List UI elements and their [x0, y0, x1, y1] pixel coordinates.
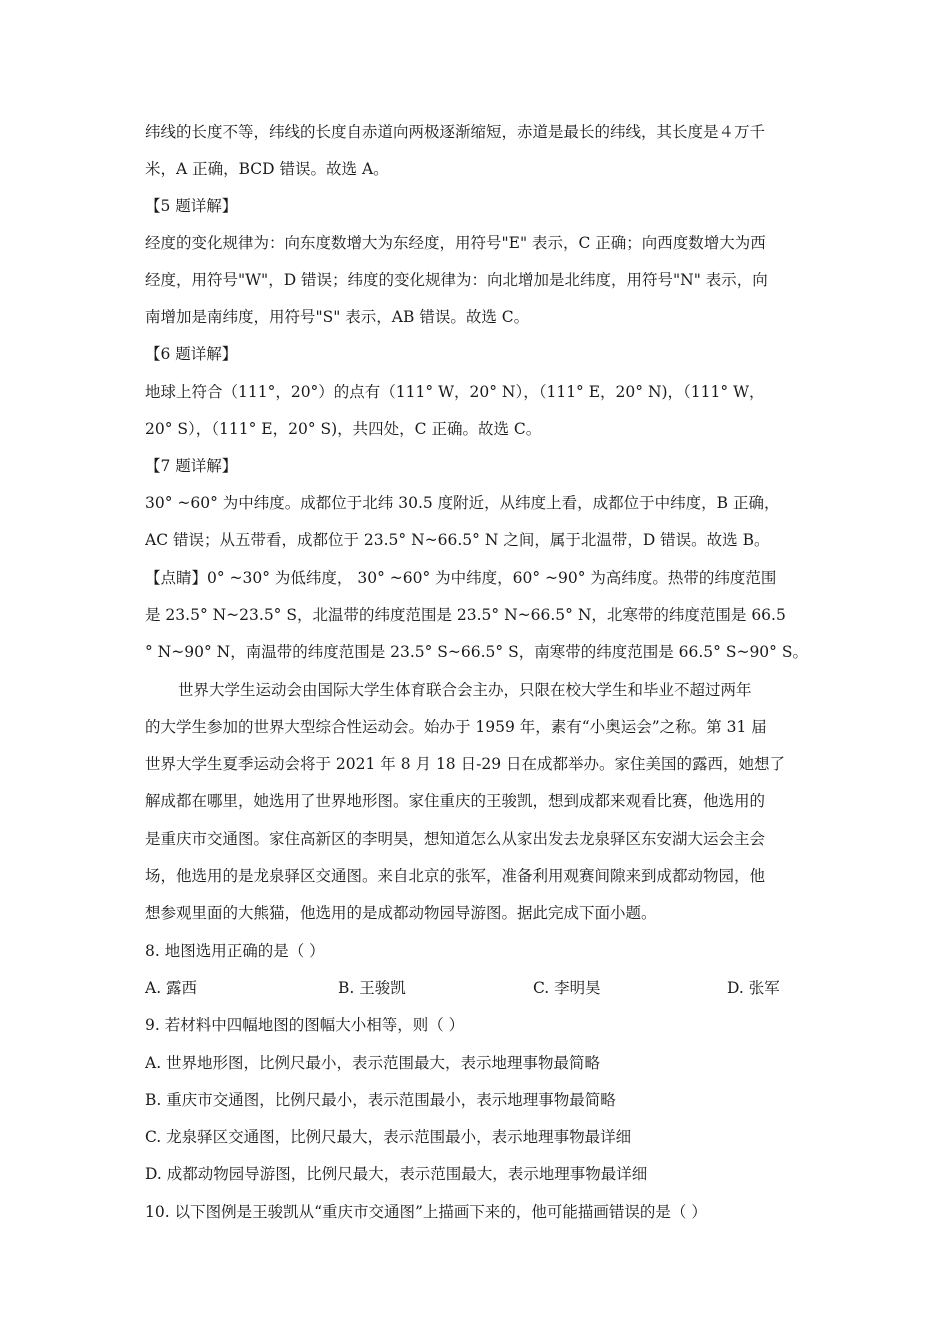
text-line: 20° S），（111° E，20° S)，共四处，C 正确。故选 C。 — [145, 420, 542, 438]
text-line: 南增加是南纬度，用符号"S" 表示，AB 错误。故选 C。 — [145, 308, 530, 326]
passage-line: 世界大学生运动会由国际大学生体育联合会主办，只限在校大学生和毕业不超过两年 — [178, 681, 752, 699]
option-d: D. 张军 — [727, 979, 780, 997]
question-8-options — [145, 977, 810, 999]
text-line: 经度，用符号"W"，D 错误；纬度的变化规律为：向北增加是北纬度，用符号"N" 表示，向 — [145, 271, 768, 289]
text-line: 地球上符合（111°，20°）的点有（111° W，20° N），（111° E，20° N)，（111° W， — [145, 383, 765, 401]
option-a: A. 世界地形图，比例尺最小，表示范围最大，表示地理事物最简略 — [145, 1054, 601, 1072]
option-a: A. 露西 — [145, 979, 198, 997]
passage-line: 场，他选用的是龙泉驿区交通图。来自北京的张军，准备利用观赛间隙来到成都动物园，他 — [145, 867, 766, 885]
option-d: D. 成都动物园导游图，比例尺最大，表示范围最大，表示地理事物最详细 — [145, 1165, 648, 1183]
text-line: AC 错误；从五带看，成都位于 23.5° N~66.5° N 之间，属于北温带，D 错误。故选 B。 — [145, 531, 770, 549]
option-c: C. 龙泉驿区交通图，比例尺最大，表示范围最小，表示地理事物最详细 — [145, 1128, 632, 1146]
text-line: 经度的变化规律为：向东度数增大为东经度，用符号"E" 表示，C 正确；向西度数增大为西 — [145, 234, 766, 252]
text-line: 纬线的长度不等，纬线的长度自赤道向两极逐渐缩短，赤道是最长的纬线，其长度是４万千 — [145, 123, 766, 141]
passage-line: 想参观里面的大熊猫，他选用的是成都动物园导游图。据此完成下面小题。 — [145, 904, 657, 922]
option-b: B. 重庆市交通图，比例尺最小，表示范围最小，表示地理事物最简略 — [145, 1091, 616, 1109]
passage-line: 是重庆市交通图。家住高新区的李明昊，想知道怎么从家出发去龙泉驿区东安湖大运会主会 — [145, 830, 766, 848]
passage-line: 的大学生参加的世界大型综合性运动会。始办于 1959 年，素有“小奥运会”之称。第 31 届 — [145, 718, 767, 736]
option-b: B. 王骏凯 — [338, 979, 406, 997]
section-heading: 【7 题详解】 — [145, 457, 238, 475]
text-line: 米，A 正确，BCD 错误。故选 A。 — [145, 160, 389, 178]
question-10-stem: 10. 以下图例是王骏凯从“重庆市交通图”上描画下来的，他可能描画错误的是（ ） — [145, 1203, 707, 1221]
passage-line: 解成都在哪里，她选用了世界地形图。家住重庆的王骏凯，想到成都来观看比赛，他选用的 — [145, 792, 766, 810]
note-line: 【点睛】0° ~30° 为低纬度， 30° ~60° 为中纬度，60° ~90° 为高纬度。热带的纬度范围 — [145, 569, 777, 587]
passage-line: 世界大学生夏季运动会将于 2021 年 8 月 18 日-29 日在成都举办。家住美国的露西，她想了 — [145, 755, 785, 773]
text-line: 30° ~60° 为中纬度。成都位于北纬 30.5 度附近，从纬度上看，成都位于中纬度，B 正确， — [145, 494, 780, 512]
section-heading: 【5 题详解】 — [145, 197, 238, 215]
question-9-stem: 9. 若材料中四幅地图的图幅大小相等，则（ ） — [145, 1016, 465, 1034]
option-c: C. 李明昊 — [533, 979, 601, 997]
section-heading: 【6 题详解】 — [145, 345, 238, 363]
question-8-stem: 8. 地图选用正确的是（ ） — [145, 942, 325, 960]
text-line: 是 23.5° N~23.5° S，北温带的纬度范围是 23.5° N~66.5° N，北寒带的纬度范围是 66.5 — [145, 606, 786, 624]
text-line: ° N~90° N，南温带的纬度范围是 23.5° S~66.5° S，南寒带的纬度范围是 66.5° S~90° S。 — [145, 643, 808, 661]
